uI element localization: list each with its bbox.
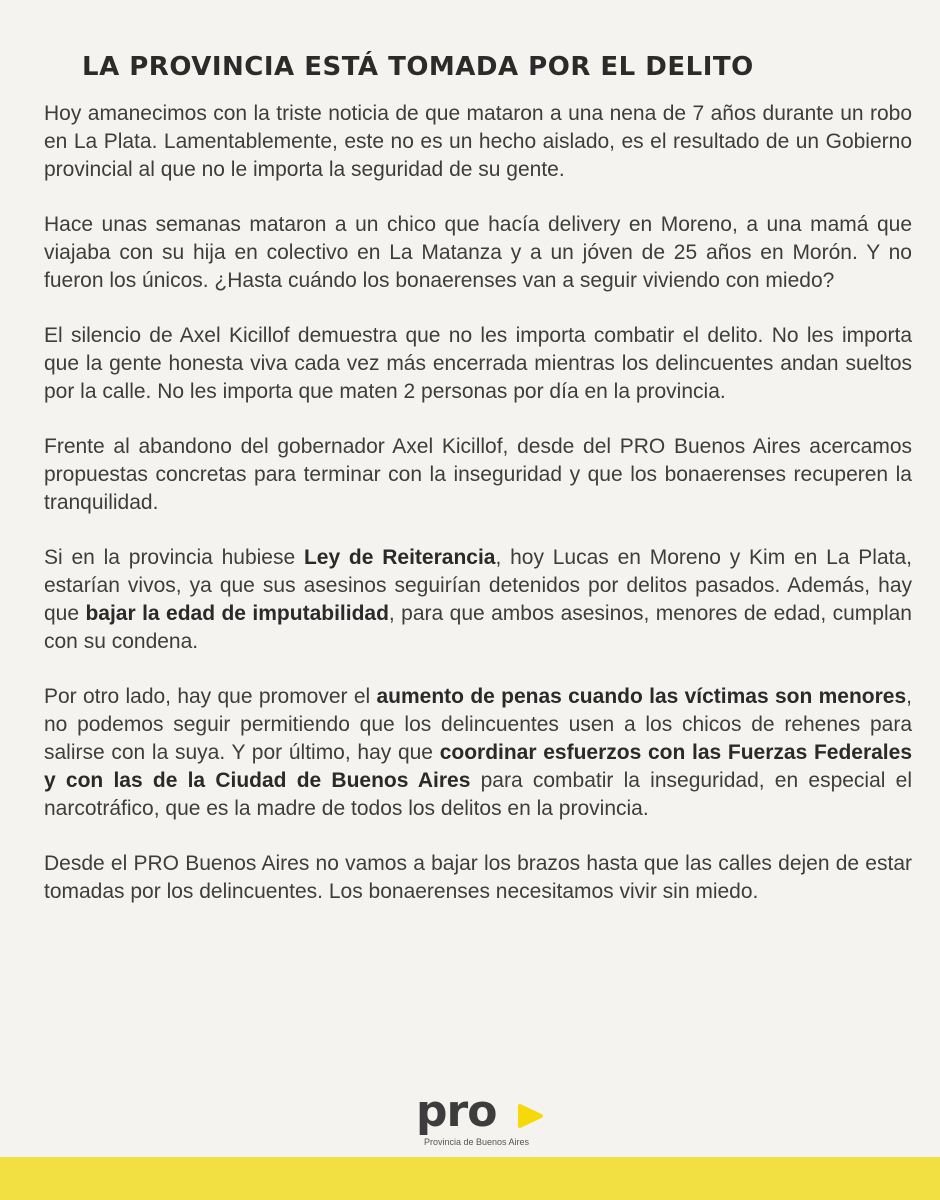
pro-logo — [416, 1086, 556, 1150]
paragraph — [44, 544, 912, 656]
paragraph — [44, 100, 912, 184]
text-run: Hoy amanecimos con la triste noticia de que mataron a una nena de 7 años durante un robo en La Plata. Lamentablemente, este no es un hecho aislado, es el resultado de un Gobierno provincial al que no le importa la seguridad de su gente. — [44, 102, 912, 181]
text-run: El silencio de Axel Kicillof demuestra que no les importa combatir el delito. No les importa que la gente honesta viva cada vez más encerrada mientras los delincuentes andan sueltos por la calle. No les importa que maten 2 personas por día en la provincia. — [44, 324, 912, 403]
logo-subtitle: Provincia de Buenos Aires — [424, 1137, 530, 1147]
bold-phrase: Ley de Reiterancia — [303, 546, 496, 569]
paragraph — [44, 683, 912, 823]
document-title: LA PROVINCIA ESTÁ TOMADA POR EL DELITO — [82, 52, 754, 82]
text-run: Por otro lado, hay que promover el — [44, 685, 377, 708]
paragraph — [44, 322, 912, 406]
text-run: para combatir la inseguridad, en especial el narcotráfico, que es la madre de todos los delitos en la provincia. — [44, 769, 912, 820]
document-body — [44, 100, 912, 933]
text-run: , para que ambos asesinos, menores de edad, cumplan con su condena. — [44, 602, 912, 653]
text-run: Frente al abandono del gobernador Axel Kicillof, desde del PRO Buenos Aires acercamos propuestas concretas para terminar con la inseguridad y que los bonaerenses recuperen la tranquilidad. — [44, 435, 912, 514]
paragraph — [44, 433, 912, 517]
text-run: Hace unas semanas mataron a un chico que hacía delivery en Moreno, a una mamá que viajaba con su hija en colectivo en La Matanza y a un jóven de 25 años en Morón. Y no fueron los únicos. ¿Hasta cuándo los bonaerenses van a seguir viviendo con miedo? — [44, 213, 912, 292]
text-run: Desde el PRO Buenos Aires no vamos a bajar los brazos hasta que las calles dejen de estar tomadas por los delincuentes. Los bonaerenses necesitamos vivir sin miedo. — [44, 852, 912, 903]
text-run: , no podemos seguir permitiendo que los delincuentes usen a los chicos de rehenes para salirse con la suya. Y por último, hay que — [44, 685, 912, 764]
text-run: Si en la provincia hubiese — [44, 546, 304, 569]
bold-phrase: aumento de penas cuando las víctimas son menores — [376, 685, 907, 708]
logo-wordmark: pro — [416, 1086, 497, 1137]
paragraph — [44, 211, 912, 295]
play-triangle-icon — [514, 1100, 546, 1132]
bold-phrase: coordinar esfuerzos con las Fuerzas Federales y con las de la Ciudad de Buenos Aires — [44, 741, 912, 792]
text-run: , hoy Lucas en Moreno y Kim en La Plata, estarían vivos, ya que sus asesinos seguirían detenidos por delitos pasados. Además, hay que — [44, 546, 912, 625]
paragraph — [44, 850, 912, 906]
bold-phrase: bajar la edad de imputabilidad — [85, 602, 389, 625]
footer-band — [0, 1157, 940, 1200]
